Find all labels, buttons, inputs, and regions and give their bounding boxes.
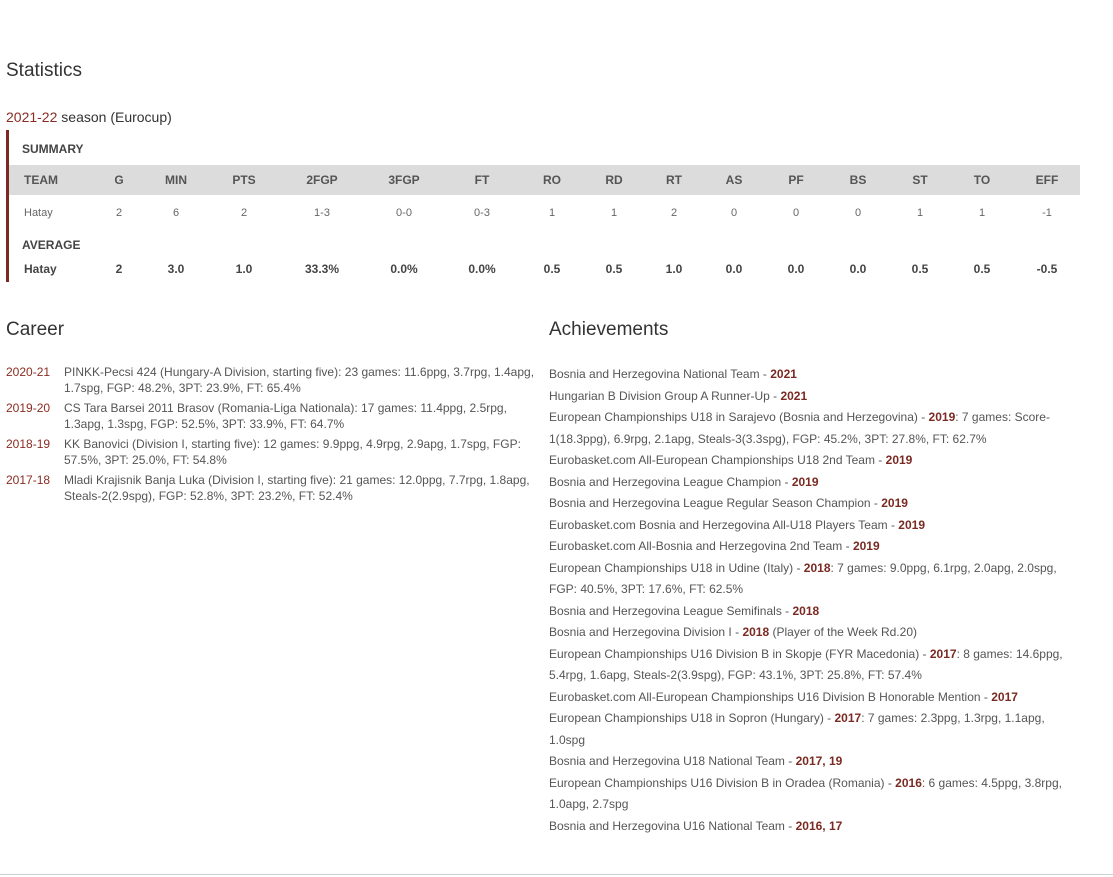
achievement-title[interactable]: European Championships U18 in Sopron (Hungary) -: [549, 711, 835, 725]
achievement-title[interactable]: Bosnia and Herzegovina U16 National Team -: [549, 818, 796, 833]
achievements-title: Achievements: [549, 319, 669, 340]
summary-cell: 1: [610, 207, 618, 219]
stats-header-row: [9, 165, 1080, 195]
achievement-item: [549, 386, 1074, 408]
stats-table: [6, 130, 1083, 282]
achievement-item: [549, 773, 1074, 816]
achievement-item: [549, 493, 1074, 515]
statistics-title: Statistics: [6, 60, 83, 81]
achievement-item: [549, 407, 1074, 450]
bottom-divider: [0, 874, 1113, 875]
achievement-item: [549, 708, 1074, 751]
average-cell: 0.5: [605, 262, 623, 276]
career-item: [6, 472, 536, 504]
achievement-item: [549, 601, 1074, 623]
achievement-title[interactable]: European Championships U16 Division B in Oradea (Romania) -: [549, 775, 896, 790]
achievement-title[interactable]: European Championships U18 in Udine (Italy) -: [549, 560, 804, 575]
achievement-year: 2021: [770, 367, 797, 381]
achievement-year: 2017: [834, 711, 862, 725]
achievement-item: [549, 622, 1074, 644]
column-header-cell: RD: [605, 173, 623, 187]
career-description[interactable]: KK Banovici (Division I, starting five): 12 games: 9.9ppg, 4.9rpg, 2.9apg, 1.7spg, FGP: 57.5%, 3PT: 25.0%, FT: 54.8%: [64, 437, 521, 467]
achievement-details: : 7 games: 2.3ppg, 1.3rpg, 1.1apg, 1.0spg: [549, 711, 1045, 747]
average-cell: 3.0: [167, 262, 185, 276]
season-label: [6, 109, 172, 125]
achievement-title[interactable]: Eurobasket.com Bosnia and Herzegovina All-U18 Players Team -: [549, 517, 899, 532]
career-description[interactable]: Mladi Krajisnik Banja Luka (Division I, starting five): 21 games: 12.0ppg, 7.7rpg, 1.8apg, Steals-2(2.9spg), FGP: 52.8%, 3PT: 23.2%, FT: 52.4%: [64, 473, 530, 503]
achievement-details: : 7 games: 9.0ppg, 6.1rpg, 2.0apg, 2.0spg, FGP: 40.5%, 3PT: 17.6%, FT: 62.5%: [549, 560, 1057, 596]
achievement-year: 2016, 17: [795, 818, 843, 833]
column-header-cell: 3FGP: [388, 173, 420, 187]
achievement-title[interactable]: Eurobasket.com All-European Championships U18 2nd Team -: [549, 453, 886, 467]
achievement-title[interactable]: Eurobasket.com All-European Championships U16 Division B Honorable Mention -: [549, 689, 992, 704]
achievement-title[interactable]: Bosnia and Herzegovina Division I -: [549, 625, 743, 639]
average-cell: 0.5: [911, 262, 929, 276]
achievement-year: 2018: [742, 625, 770, 639]
summary-cell: 2: [115, 207, 123, 219]
summary-cell: 1-3: [314, 207, 330, 219]
season-competition: season (Eurocup): [57, 109, 172, 125]
achievement-year: 2019: [885, 453, 913, 467]
column-header-cell: TEAM: [24, 173, 58, 187]
achievement-item: [549, 472, 1074, 494]
summary-cell: Hatay: [24, 207, 53, 219]
career-item: [6, 436, 536, 468]
achievement-details: : 6 games: 4.5ppg, 3.8rpg, 1.0apg, 2.7spg: [549, 775, 1062, 811]
career-title: Career: [6, 319, 65, 340]
achievement-details: : 8 games: 14.6ppg, 5.4rpg, 1.6apg, Steals-2(3.9spg), FGP: 43.1%, 3PT: 25.8%, FT: 57.4%: [549, 646, 1063, 682]
summary-label: SUMMARY: [22, 142, 84, 156]
average-label: AVERAGE: [22, 238, 81, 252]
summary-cell: 0-3: [474, 207, 490, 219]
career-item: [6, 364, 536, 396]
column-header-cell: TO: [973, 173, 991, 187]
achievement-year: 2021: [780, 388, 808, 403]
column-header-cell: EFF: [1035, 173, 1059, 187]
achievement-year: 2017: [929, 646, 957, 661]
achievement-title[interactable]: European Championships U18 in Sarajevo (Bosnia and Herzegovina) -: [549, 410, 929, 424]
summary-cell: 0: [854, 207, 862, 219]
average-cell: 0.0: [787, 262, 805, 276]
achievement-title[interactable]: Bosnia and Herzegovina League Champion -: [549, 474, 792, 489]
career-description[interactable]: CS Tara Barsei 2011 Brasov (Romania-Liga Nationala): 17 games: 11.4ppg, 2.5rpg, 1.3apg, 1.3spg, FGP: 52.5%, 3PT: 33.9%, FT: 64.7%: [64, 401, 507, 431]
career-list: [6, 364, 536, 508]
season-year: 2021-22: [6, 109, 58, 125]
achievement-year: 2019: [791, 474, 819, 489]
column-header-cell: BS: [849, 173, 867, 187]
summary-cell: 2: [670, 207, 678, 219]
career-year: 2018-19: [6, 437, 51, 451]
achievement-item: [549, 751, 1074, 773]
summary-row: [9, 198, 1080, 228]
achievement-year: 2017, 19: [795, 754, 843, 768]
achievement-year: 2018: [803, 560, 831, 575]
achievement-year: 2019: [898, 517, 925, 532]
achievement-item: [549, 644, 1074, 687]
achievement-year: 2019: [852, 539, 880, 553]
column-header-cell: 2FGP: [306, 173, 338, 187]
column-header-cell: ST: [912, 173, 928, 187]
achievement-title[interactable]: Hungarian B Division Group A Runner-Up -: [549, 388, 781, 403]
achievement-item: [549, 687, 1074, 709]
achievement-title[interactable]: Bosnia and Herzegovina National Team -: [549, 367, 771, 381]
average-cell: 0.0: [725, 262, 743, 276]
average-cell: 1.0: [235, 262, 253, 276]
achievement-title[interactable]: Bosnia and Herzegovina U18 National Team -: [549, 754, 796, 768]
average-cell: Hatay: [24, 262, 57, 276]
average-cell: 0.5: [973, 262, 991, 276]
achievement-title[interactable]: Bosnia and Herzegovina League Regular Season Champion -: [549, 496, 882, 510]
achievement-item: [549, 364, 1074, 386]
column-header-cell: AS: [725, 173, 743, 187]
achievement-year: 2019: [881, 496, 908, 510]
average-cell: -0.5: [1036, 262, 1058, 276]
summary-cell: 2: [240, 207, 248, 219]
summary-cell: 0: [730, 207, 738, 219]
column-header-cell: RO: [543, 173, 561, 187]
summary-cell: 1: [548, 207, 556, 219]
achievement-year: 2016: [895, 775, 922, 790]
average-cell: 1.0: [665, 262, 683, 276]
column-header-cell: PTS: [232, 173, 256, 187]
career-year: 2019-20: [6, 401, 51, 415]
column-header-cell: MIN: [165, 173, 187, 187]
achievement-details: : 7 games: Score-1(18.3ppg), 6.9rpg, 2.1apg, Steals-3(3.3spg), FGP: 45.2%, 3PT: 27.8%, FT: 62.7%: [549, 410, 1050, 446]
achievement-year: 2018: [792, 603, 820, 618]
average-cell: 0.0: [849, 262, 867, 276]
career-year: 2020-21: [6, 365, 51, 379]
achievement-year: 2017: [991, 689, 1018, 704]
average-cell: 0.0%: [468, 262, 496, 276]
achievement-title[interactable]: Bosnia and Herzegovina League Semifinals -: [549, 603, 793, 618]
achievement-details: (Player of the Week Rd.20): [769, 625, 917, 639]
achievement-item: [549, 816, 1074, 838]
summary-cell: 0: [792, 207, 800, 219]
achievement-title[interactable]: Eurobasket.com All-Bosnia and Herzegovina 2nd Team -: [549, 539, 853, 553]
achievement-item: [549, 558, 1074, 601]
average-cell: 2: [115, 262, 123, 276]
column-header-cell: FT: [474, 173, 490, 187]
achievement-item: [549, 450, 1074, 472]
average-cell: 0.5: [543, 262, 561, 276]
career-description[interactable]: PINKK-Pecsi 424 (Hungary-A Division, starting five): 23 games: 11.6ppg, 3.7rpg, 1.4apg, 1.7spg, FGP: 48.2%, 3PT: 23.9%, FT: 65.4%: [64, 365, 535, 395]
column-header-cell: RT: [666, 173, 682, 187]
summary-cell: 6: [172, 207, 180, 219]
summary-cell: 1: [978, 207, 986, 219]
achievement-item: [549, 515, 1074, 537]
career-item: [6, 400, 536, 432]
average-row: [9, 254, 1080, 284]
average-cell: 0.0%: [390, 262, 418, 276]
achievement-year: 2019: [928, 410, 956, 424]
column-header-cell: G: [114, 173, 124, 187]
achievement-item: [549, 536, 1074, 558]
average-cell: 33.3%: [304, 262, 340, 276]
summary-cell: 1: [916, 207, 924, 219]
column-header-cell: PF: [788, 173, 804, 187]
career-year: 2017-18: [6, 473, 51, 487]
summary-cell: 0-0: [396, 207, 412, 219]
achievements-list: [549, 364, 1074, 837]
summary-cell: -1: [1042, 207, 1052, 219]
achievement-title[interactable]: European Championships U16 Division B in Skopje (FYR Macedonia) -: [549, 646, 930, 661]
